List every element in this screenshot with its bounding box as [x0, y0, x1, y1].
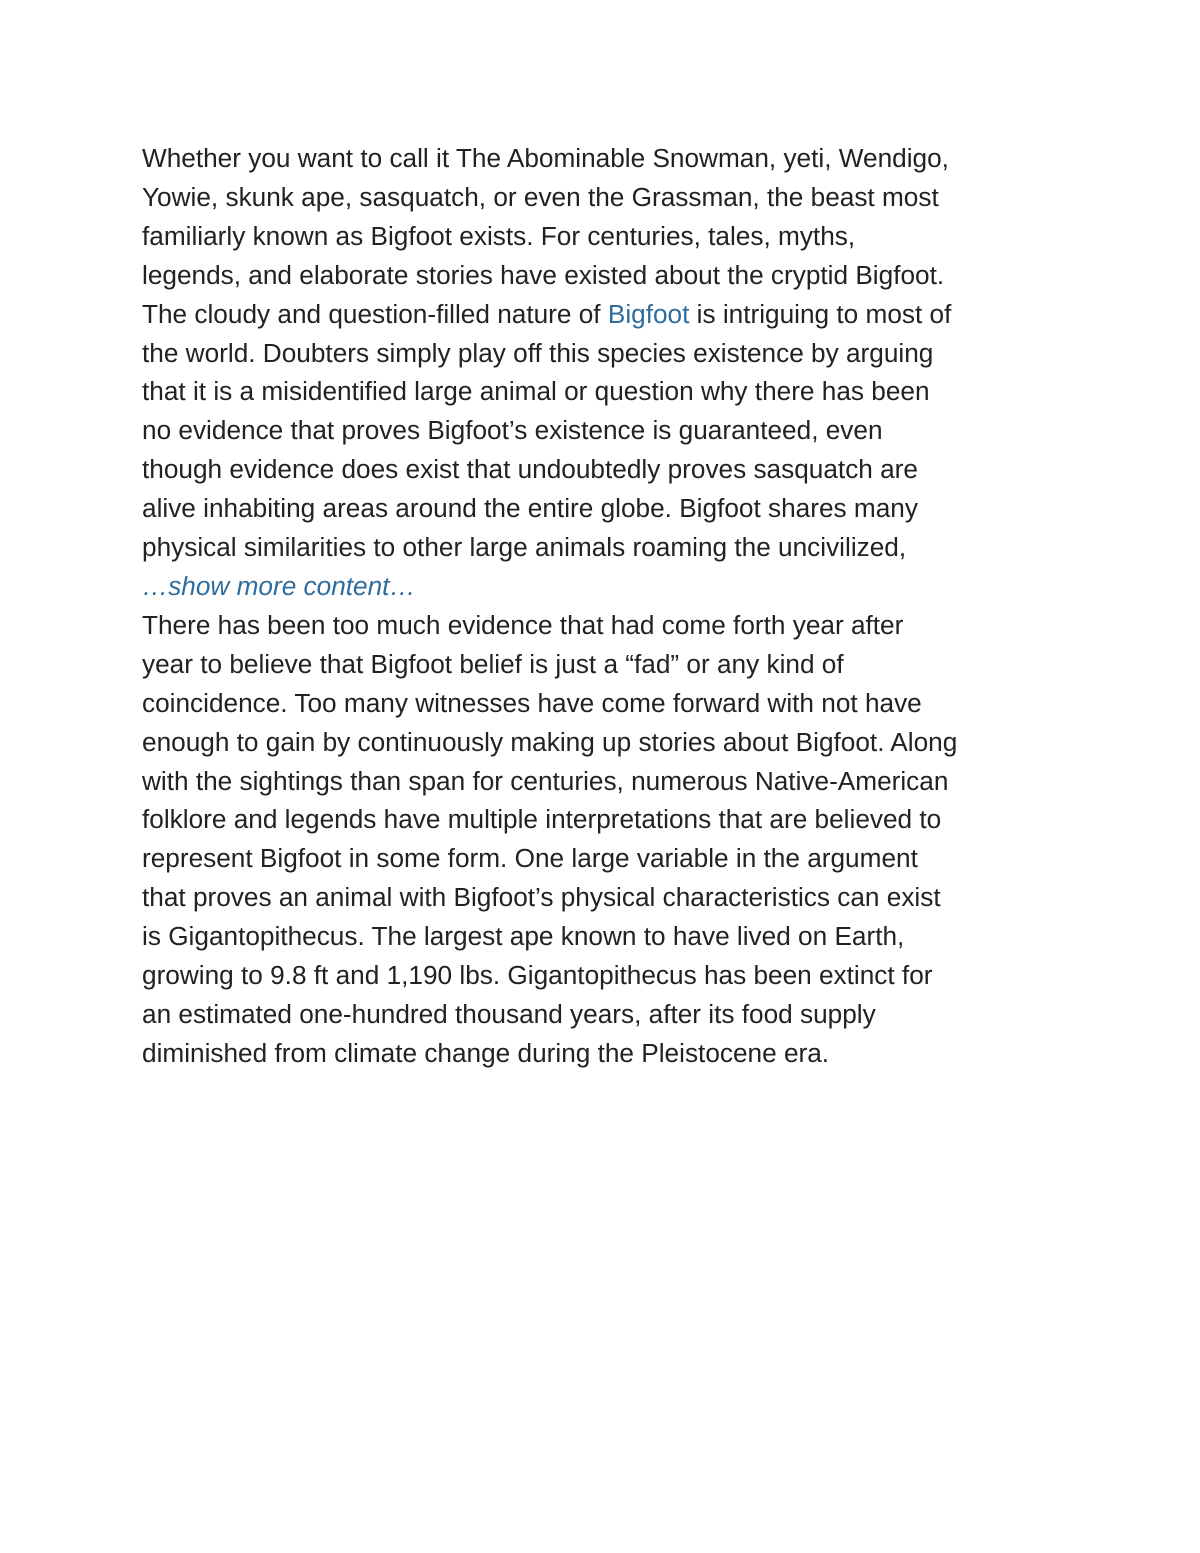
text-line: There has been too much evidence that had come forth year after [142, 609, 904, 640]
text-line: is Gigantopithecus. The largest ape known to have lived on Earth, [142, 921, 905, 952]
text-line: Yowie, skunk ape, sasquatch, or even the Grassman, the beast most [142, 181, 939, 212]
text-line: an estimated one-hundred thousand years, after its food supply [142, 998, 876, 1029]
text-line: no evidence that proves Bigfoot’s existence is guaranteed, even [142, 415, 883, 446]
show-more-link[interactable]: …show more content… [142, 570, 416, 601]
text-line: growing to 9.8 ft and 1,190 lbs. Gigantopithecus has been extinct for [142, 960, 933, 991]
text-line: folklore and legends have multiple interpretations that are believed to [142, 804, 942, 835]
paragraph-evidence [142, 606, 1082, 1073]
text-line: enough to gain by continuously making up stories about Bigfoot. Along [142, 726, 958, 757]
text-line: physical similarities to other large animals roaming the uncivilized, [142, 532, 907, 563]
text-line: that proves an animal with Bigfoot’s physical characteristics can exist [142, 882, 941, 913]
text-line: though evidence does exist that undoubtedly proves sasquatch are [142, 454, 918, 485]
text-segment: is intriguing to most of [689, 298, 952, 329]
text-segment: The cloudy and question-filled nature of [142, 298, 608, 329]
text-line: alive inhabiting areas around the entire globe. Bigfoot shares many [142, 493, 918, 524]
text-line: with the sightings than span for centuries, numerous Native-American [142, 765, 949, 796]
text-line-with-link [142, 295, 1082, 334]
text-line: coincidence. Too many witnesses have come forward with not have [142, 687, 922, 718]
text-line: diminished from climate change during the Pleistocene era. [142, 1037, 830, 1068]
text-line: year to believe that Bigfoot belief is just a “fad” or any kind of [142, 648, 844, 679]
text-line: legends, and elaborate stories have existed about the cryptid Bigfoot. [142, 259, 945, 290]
bigfoot-link[interactable]: Bigfoot [607, 298, 690, 329]
text-line: Whether you want to call it The Abominable Snowman, yeti, Wendigo, [142, 143, 949, 173]
document-body [142, 139, 1082, 1073]
paragraph-intro [142, 139, 1082, 567]
text-line: that it is a misidentified large animal or question why there has been [142, 376, 930, 407]
text-line: familiarly known as Bigfoot exists. For centuries, tales, myths, [142, 220, 856, 251]
text-line: represent Bigfoot in some form. One large variable in the argument [142, 843, 918, 874]
text-line: the world. Doubters simply play off this species existence by arguing [142, 337, 934, 368]
